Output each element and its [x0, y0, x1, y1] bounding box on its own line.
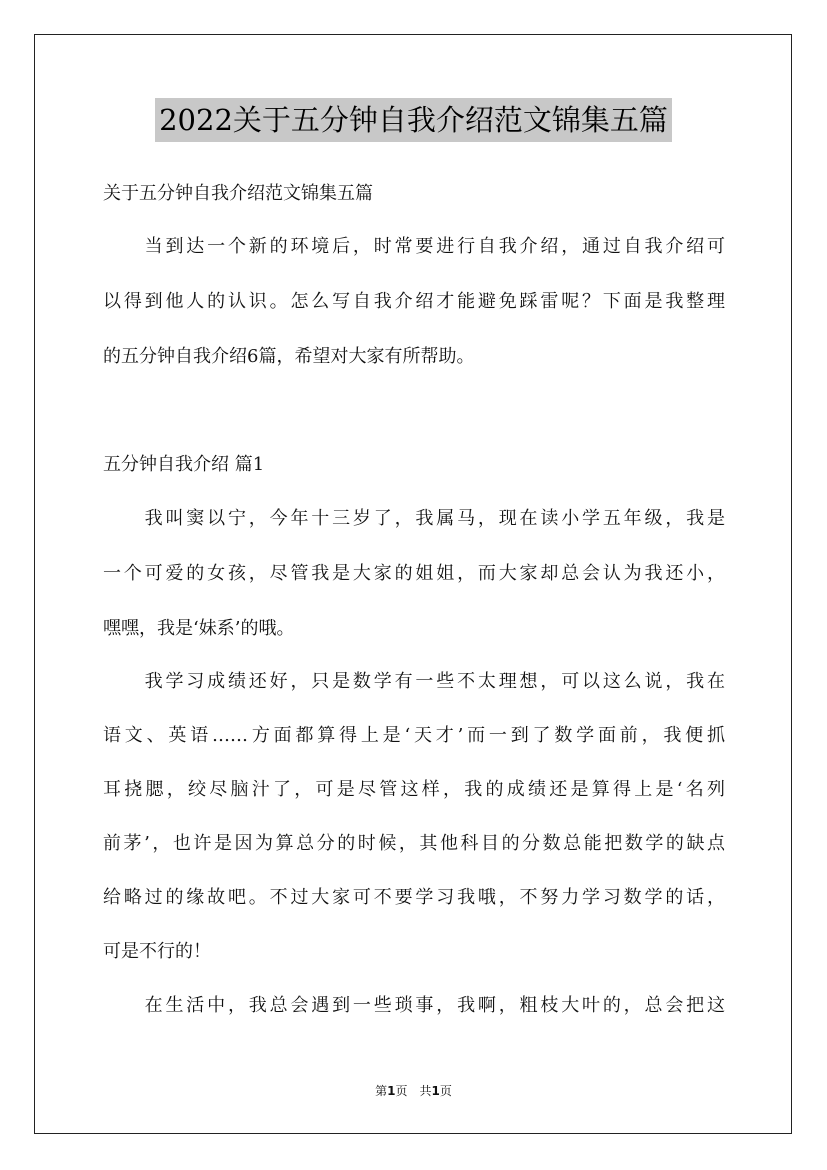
- paragraph-line: 可是不行的！: [103, 941, 211, 962]
- paragraph-line: 语文、英语……方面都算得上是‘天才’而一到了数学面前，我便抓: [103, 725, 725, 746]
- document-subtitle: 关于五分钟自我介绍范文锦集五篇: [103, 183, 373, 204]
- paragraph-line: 在生活中，我总会遇到一些琐事，我啊，粗枝大叶的，总会把这: [103, 995, 725, 1016]
- footer-page-mid: 页 共: [395, 1084, 432, 1098]
- footer-page-suffix: 页: [439, 1084, 452, 1098]
- footer-page-prefix: 第: [375, 1084, 388, 1098]
- intro-line: 以得到他人的认识。怎么写自我介绍才能避免踩雷呢？下面是我整理: [103, 291, 725, 312]
- title-container: [0, 98, 827, 142]
- page-footer: [0, 1083, 827, 1099]
- paragraph-line: 耳挠腮，绞尽脑汁了，可是尽管这样，我的成绩还是算得上是‘名列: [103, 779, 725, 800]
- paragraph-line: 我叫窦以宁，今年十三岁了，我属马，现在读小学五年级，我是: [103, 508, 725, 529]
- paragraph-line: 我学习成绩还好，只是数学有一些不太理想，可以这么说，我在: [103, 671, 725, 692]
- document-title: 2022关于五分钟自我介绍范文锦集五篇: [155, 98, 672, 142]
- footer-page-current: 1: [387, 1084, 396, 1098]
- section-heading: 五分钟自我介绍 篇1: [103, 454, 265, 475]
- paragraph-line: 前茅’，也许是因为算总分的时候，其他科目的分数总能把数学的缺点: [103, 833, 725, 854]
- paragraph-line: 嘿嘿，我是‘妹系’的哦。: [103, 618, 295, 639]
- paragraph-line: 一个可爱的女孩，尽管我是大家的姐姐，而大家却总会认为我还小，: [103, 563, 725, 584]
- paragraph-line: 给略过的缘故吧。不过大家可不要学习我哦，不努力学习数学的话，: [103, 887, 725, 908]
- footer-page-total: 1: [431, 1084, 440, 1098]
- intro-line: 的五分钟自我介绍6篇，希望对大家有所帮助。: [103, 346, 475, 367]
- intro-line: 当到达一个新的环境后，时常要进行自我介绍，通过自我介绍可: [103, 236, 725, 257]
